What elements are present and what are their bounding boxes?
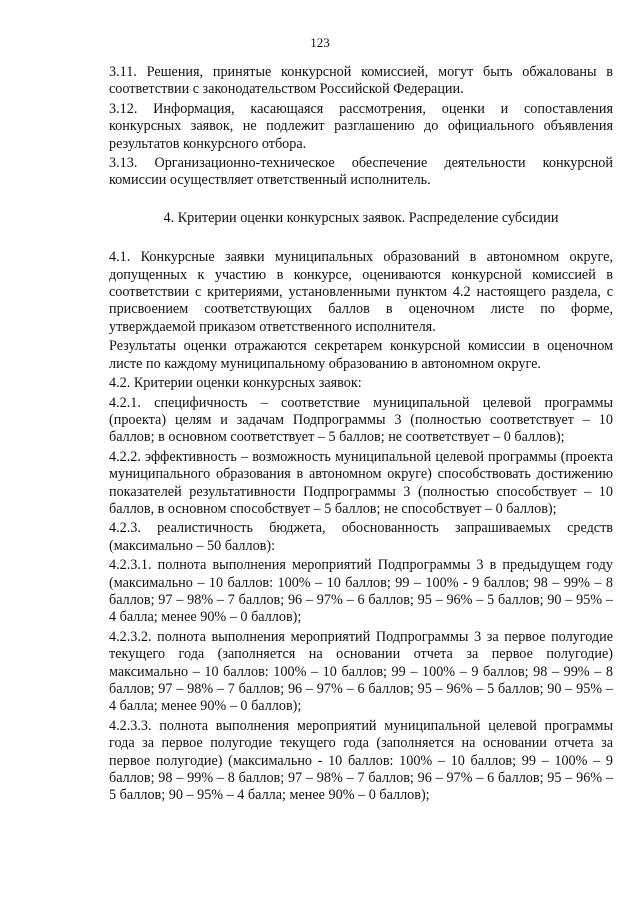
paragraph-4-2-3-2: 4.2.3.2. полнота выполнения мероприятий Подпрограммы 3 за первое полугодие текущего года (заполняется на основании отчета за первое полугодие) максимально – 10 баллов: 100% – 10 баллов; 99 – 100% – 9 баллов; 98 – 99% – 8 баллов; 97 – 98% – 7 баллов; 96 – 97% – 6 баллов; 95 – 96% – 5 баллов; 90 – 95% – 4 балла; менее 90% – 0 баллов); bbox=[109, 628, 613, 715]
paragraph-4-2-3: 4.2.3. реалистичность бюджета, обоснованность запрашиваемых средств (максимально – 50 баллов): bbox=[109, 520, 613, 554]
paragraph-4-1: 4.1. Конкурсные заявки муниципальных образований в автономном округе, допущенных к участию в конкурсе, оцениваются конкурсной комиссией в соответствии с критериями, установленными пунктом 4.2 настоящего раздела, с присвоением соответствующих баллов в оценочном листе по форме, утверждаемой приказом ответственного исполнителя. bbox=[109, 249, 613, 335]
paragraph-4-2-1: 4.2.1. специфичность – соответствие муниципальной целевой программы (проекта) целям и задачам Подпрограммы 3 (полностью соответствует – 10 баллов; в основном соответствует – 5 баллов; не соответствует – 0 баллов); bbox=[109, 394, 613, 446]
paragraph-3-12: 3.12. Информация, касающаяся рассмотрения, оценки и сопоставления конкурсных заявок, не подлежит разглашению до официального объявления результатов конкурсного отбора. bbox=[109, 100, 613, 152]
paragraph-4-2-3-1: 4.2.3.1. полнота выполнения мероприятий Подпрограммы 3 в предыдущем году (максимально – 10 баллов: 100% – 10 баллов; 99 – 100% - 9 баллов; 98 – 99% – 8 баллов; 97 – 98% – 7 баллов; 96 – 97% – 6 баллов; 95 – 96% – 5 баллов; 90 – 95% – 4 балла; менее 90% – 0 баллов); bbox=[109, 557, 613, 626]
document-body bbox=[109, 64, 613, 807]
paragraph-3-11: 3.11. Решения, принятые конкурсной комиссией, могут быть обжалованы в соответствии с законодательством Российской Федерации. bbox=[109, 64, 613, 98]
paragraph-4-2-2: 4.2.2. эффективность – возможность муниципальной целевой программы (проекта муниципального образования в автономном округе) способствовать достижению показателей результативности Подпрограммы 3 (полностью способствует – 10 баллов, в основном способствует – 5 баллов; не способствует – 0 баллов); bbox=[109, 448, 613, 517]
page-number: 123 bbox=[310, 35, 330, 50]
paragraph-results: Результаты оценки отражаются секретарем конкурсной комиссии в оценочном листе по каждому муниципальному образованию в автономном округе. bbox=[109, 338, 613, 372]
paragraph-4-2: 4.2. Критерии оценки конкурсных заявок: bbox=[109, 375, 362, 392]
section-heading: 4. Критерии оценки конкурсных заявок. Распределение субсидии bbox=[163, 209, 559, 226]
paragraph-4-2-3-3: 4.2.3.3. полнота выполнения мероприятий муниципальной целевой программы года за первое полугодие текущего года (заполняется на основании отчета за первое полугодие) (максимально - 10 баллов: 100% – 10 баллов; 99 – 100% – 9 баллов; 98 – 99% – 8 баллов; 97 – 98% – 7 баллов; 96 – 97% – 6 баллов; 95 – 96% – 5 баллов; 90 – 95% – 4 балла; менее 90% – 0 баллов); bbox=[109, 717, 613, 804]
paragraph-3-13: 3.13. Организационно-техническое обеспечение деятельности конкурсной комиссии осуществляет ответственный исполнитель. bbox=[109, 155, 613, 189]
